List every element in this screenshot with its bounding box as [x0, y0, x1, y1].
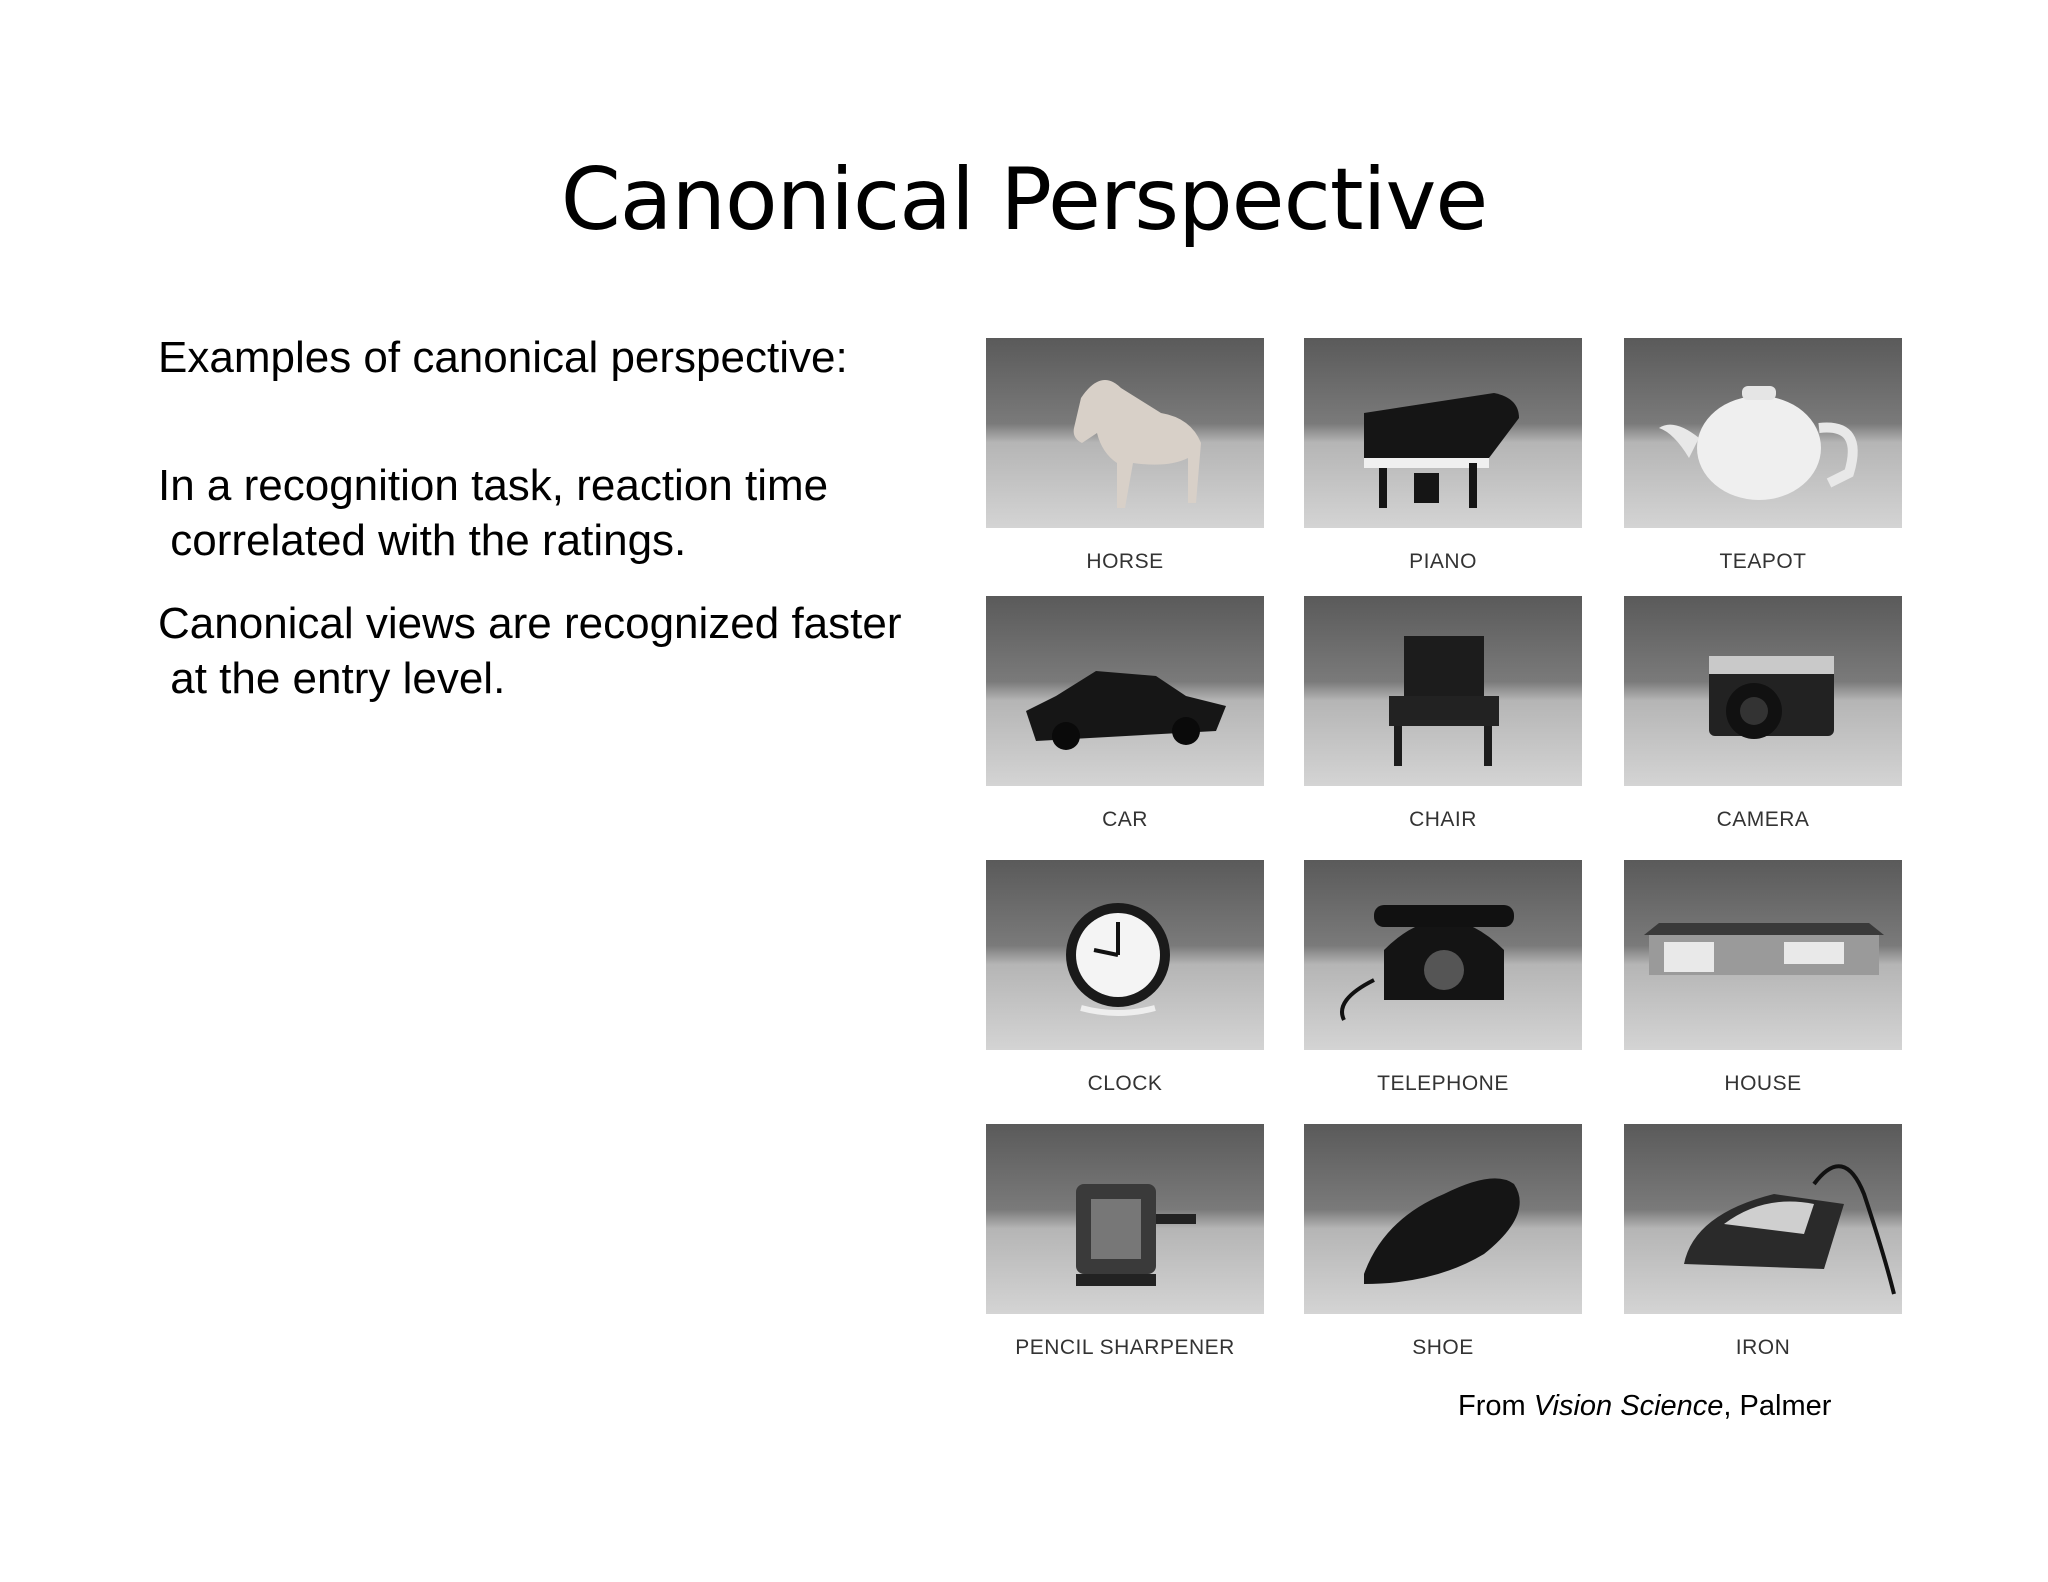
figure-item-teapot [1624, 338, 1902, 574]
figure-item-car [986, 596, 1264, 832]
house-icon [1624, 860, 1902, 1050]
figure-label: HORSE [1086, 550, 1164, 573]
car-photo [986, 596, 1264, 786]
pencil-sharpener-icon [986, 1124, 1264, 1314]
piano-icon [1304, 338, 1582, 528]
credit-book-title: Vision Science [1533, 1390, 1724, 1422]
figure-item-horse [986, 338, 1264, 574]
clock-icon [986, 860, 1264, 1050]
credit-prefix: From [1458, 1390, 1534, 1422]
figure-item-chair [1304, 596, 1582, 832]
figure-item-pencil-sharpener [986, 1124, 1264, 1360]
figure-item-shoe [1304, 1124, 1582, 1360]
iron-photo [1624, 1124, 1902, 1314]
canonical-views-figure [986, 338, 1902, 1360]
teapot-icon [1624, 338, 1902, 528]
teapot-photo [1624, 338, 1902, 528]
telephone-icon [1304, 860, 1582, 1050]
shoe-icon [1304, 1124, 1582, 1314]
figure-label: CHAIR [1409, 808, 1477, 831]
examples-heading: Examples of canonical perspective: [158, 333, 848, 382]
telephone-photo [1304, 860, 1582, 1050]
chair-icon [1304, 596, 1582, 786]
shoe-photo [1304, 1124, 1582, 1314]
camera-photo [1624, 596, 1902, 786]
figure-label: PENCIL SHARPENER [1015, 1336, 1235, 1359]
slide-title: Canonical Perspective [560, 150, 1488, 250]
figure-item-clock [986, 860, 1264, 1096]
figure-item-camera [1624, 596, 1902, 832]
clock-photo [986, 860, 1264, 1050]
credit-author: , Palmer [1723, 1390, 1832, 1422]
figure-label: SHOE [1412, 1336, 1474, 1359]
iron-icon [1624, 1124, 1902, 1314]
figure-label: CAR [1102, 808, 1148, 831]
horse-icon [986, 338, 1264, 528]
figure-label: HOUSE [1724, 1072, 1802, 1095]
camera-icon [1624, 596, 1902, 786]
car-icon [986, 596, 1264, 786]
figure-label: TELEPHONE [1377, 1072, 1509, 1095]
figure-label: TEAPOT [1719, 550, 1807, 573]
figure-label: PIANO [1409, 550, 1477, 573]
figure-label: IRON [1735, 1336, 1791, 1359]
figure-item-house [1624, 860, 1902, 1096]
piano-photo [1304, 338, 1582, 528]
figure-item-piano [1304, 338, 1582, 574]
figure-item-telephone [1304, 860, 1582, 1096]
figure-credit [1458, 1390, 1831, 1423]
reaction-time-point: In a recognition task, reaction time correlated with the ratings. [158, 461, 829, 565]
figure-label: CLOCK [1087, 1072, 1163, 1095]
chair-photo [1304, 596, 1582, 786]
horse-photo [986, 338, 1264, 528]
figure-label: CAMERA [1716, 808, 1810, 831]
pencil-sharpener-photo [986, 1124, 1264, 1314]
recognition-speed-point: Canonical views are recognized faster at the entry level. [158, 599, 902, 703]
house-photo [1624, 860, 1902, 1050]
figure-item-iron [1624, 1124, 1902, 1360]
